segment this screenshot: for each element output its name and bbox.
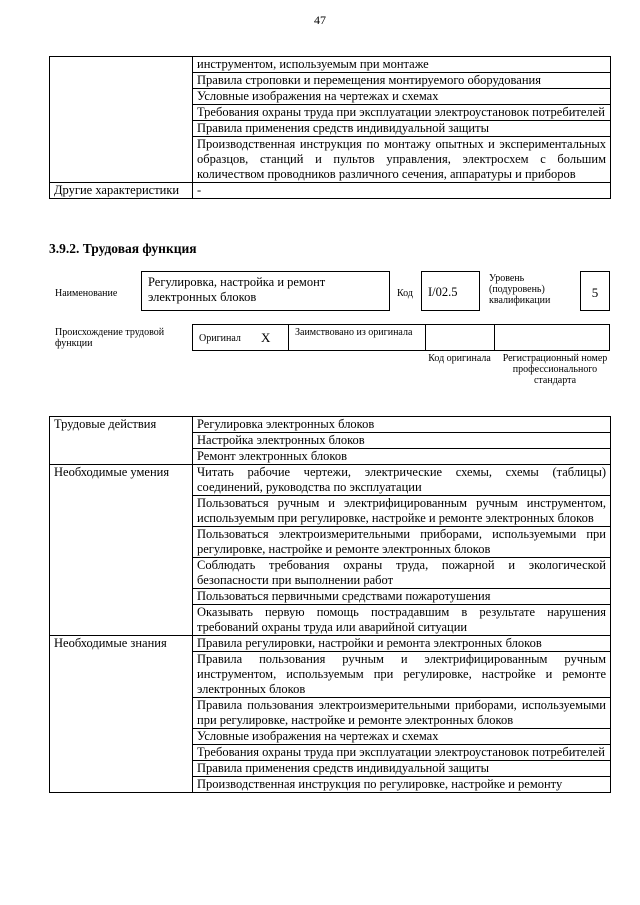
table-row bbox=[50, 417, 611, 433]
level-label: Уровень (подуровень) квалификации bbox=[489, 273, 551, 306]
row-label: Необходимые умения bbox=[50, 465, 193, 636]
table-cell: Правила строповки и перемещения монтируемого оборудования bbox=[193, 73, 611, 89]
table-cell: Читать рабочие чертежи, электрические схемы, схемы (таблицы) соединений, руководства по эксплуатации bbox=[193, 465, 611, 496]
table-cell: Требования охраны труда при эксплуатации электроустановок потребителей bbox=[193, 745, 611, 761]
table-cell: Настройка электронных блоков bbox=[193, 433, 611, 449]
name-value: Регулировка, настройка и ремонт электронных блоков bbox=[148, 275, 326, 304]
table-cell: Производственная инструкция по монтажу опытных и экспериментальных образцов, станций и пультов управления, электросхем с большим количеством проводников различного сечения, аппаратуры и приборов bbox=[193, 137, 611, 183]
table-cell: - bbox=[193, 183, 611, 199]
table-cell: Правила пользования ручным и электрифицированным ручным инструментом, используемым при регулировке, настройке и ремонте электронных блоков bbox=[193, 652, 611, 698]
section-title: 3.9.2. Трудовая функция bbox=[49, 241, 197, 256]
origin-divider bbox=[494, 324, 495, 351]
table-cell: Пользоваться электроизмерительными приборами, используемыми при регулировке, настройке и ремонте электронных блоков bbox=[193, 527, 611, 558]
origin-label: Происхождение трудовой функции bbox=[55, 327, 165, 349]
row-label bbox=[50, 57, 193, 183]
origin-code-caption: Код оригинала bbox=[428, 353, 491, 364]
table-row bbox=[50, 465, 611, 496]
table-cell: Соблюдать требования охраны труда, пожарной и экологической безопасности при выполнении работ bbox=[193, 558, 611, 589]
table-row bbox=[50, 183, 611, 199]
table-cell: Условные изображения на чертежах и схемах bbox=[193, 729, 611, 745]
table-cell: Пользоваться ручным и электрифицированным ручным инструментом, используемым при регулировке, настройке и ремонте электронных блоков bbox=[193, 496, 611, 527]
table-cell: Условные изображения на чертежах и схемах bbox=[193, 89, 611, 105]
origin-divider bbox=[425, 324, 426, 351]
table-cell: Правила пользования электроизмерительными приборами, используемыми при регулировке, настройке и ремонте электронных блоков bbox=[193, 698, 611, 729]
table-cell: Ремонт электронных блоков bbox=[193, 449, 611, 465]
table-cell: Производственная инструкция по регулировке, настройке и ремонту bbox=[193, 777, 611, 793]
table-cell: Оказывать первую помощь пострадавшим в результате нарушения требований охраны труда или аварийной ситуации bbox=[193, 605, 611, 636]
reg-number-caption: Регистрационный номер профессионального стандарта bbox=[502, 353, 608, 386]
table-cell: инструментом, используемым при монтаже bbox=[193, 57, 611, 73]
original-label: Оригинал bbox=[199, 333, 241, 344]
name-label: Наименование bbox=[55, 288, 118, 299]
row-label: Трудовые действия bbox=[50, 417, 193, 465]
table-row bbox=[50, 57, 611, 73]
table-cell: Правила регулировки, настройки и ремонта электронных блоков bbox=[193, 636, 611, 652]
row-label: Необходимые знания bbox=[50, 636, 193, 793]
top-requirements-table bbox=[49, 56, 611, 199]
table-cell: Правила применения средств индивидуальной защиты bbox=[193, 761, 611, 777]
labor-function-table bbox=[49, 416, 611, 793]
code-label: Код bbox=[397, 288, 413, 299]
table-cell: Требования охраны труда при эксплуатации электроустановок потребителей bbox=[193, 105, 611, 121]
row-label: Другие характеристики bbox=[50, 183, 193, 199]
table-cell: Регулировка электронных блоков bbox=[193, 417, 611, 433]
code-value: I/02.5 bbox=[428, 285, 458, 299]
original-mark: X bbox=[261, 330, 271, 345]
page-number: 47 bbox=[314, 13, 326, 27]
origin-divider bbox=[288, 324, 289, 351]
table-cell: Правила применения средств индивидуальной защиты bbox=[193, 121, 611, 137]
level-value: 5 bbox=[591, 285, 599, 300]
borrowed-label: Заимствовано из оригинала bbox=[295, 327, 413, 338]
table-row bbox=[50, 636, 611, 652]
table-cell: Пользоваться первичными средствами пожаротушения bbox=[193, 589, 611, 605]
